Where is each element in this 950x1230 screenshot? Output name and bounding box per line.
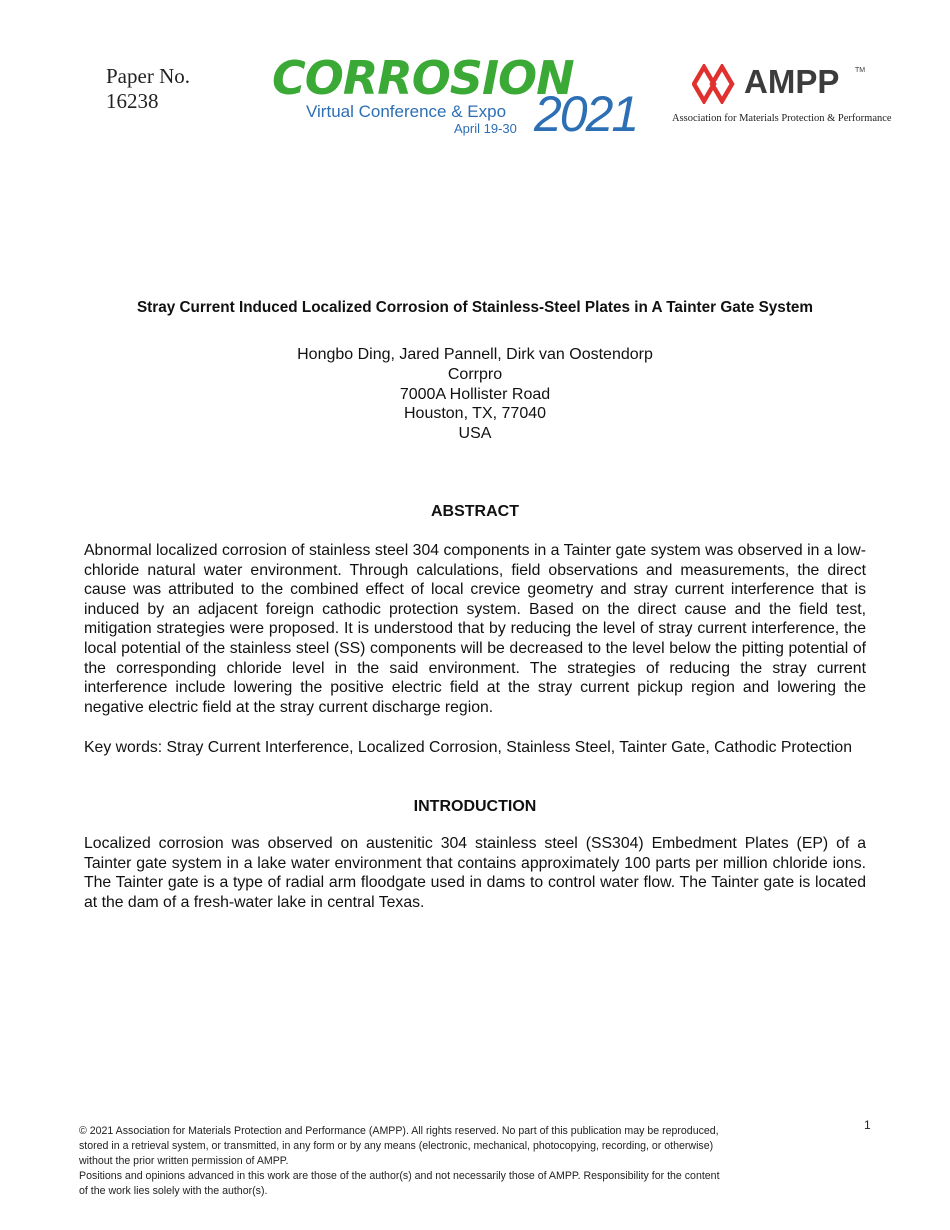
page-number: 1 bbox=[864, 1118, 871, 1132]
paper-number-label: Paper No. bbox=[106, 64, 190, 88]
copyright-line: © 2021 Association for Materials Protection and Performance (AMPP). All rights reserved. No part of this publication may be reproduced, bbox=[79, 1125, 719, 1137]
author-country: USA bbox=[458, 425, 492, 443]
author-street: 7000A Hollister Road bbox=[399, 385, 551, 403]
abstract-paragraph: Abnormal localized corrosion of stainless steel 304 components in a Tainter gate system was observed in a low-chloride natural water environment. Through calculations, field observations and measurements, the direct cause was attributed to the combined effect of local crevice geometry and stray current interference that is induced by an adjacent foreign cathodic protection system. Based on the direct cause and the field test, mitigation strategies were proposed. It is understood that by reducing the level of stray current interference, the local potential of the stainless steel (SS) components will be decreased to the level below the pitting potential of the corresponding chloride level in the said environment. The strategies of reducing the stray current interference include lowering the positive electric field at the stray current pickup region and lowering the negative electric field at the stray current discharge region. bbox=[84, 542, 866, 716]
author-block bbox=[175, 345, 775, 444]
author-names: Hongbo Ding, Jared Pannell, Dirk van Oostendorp bbox=[297, 346, 653, 363]
paper-number-value: 16238 bbox=[106, 89, 159, 113]
ampp-tagline: Association for Materials Protection & Performance bbox=[672, 113, 892, 124]
conference-dates: April 19-30 bbox=[454, 121, 517, 136]
corrosion-logo-wordmark: CORROSION bbox=[272, 51, 574, 105]
ampp-mark-icon bbox=[692, 64, 738, 104]
keywords-paragraph: Key words: Stray Current Interference, Localized Corrosion, Stainless Steel, Tainter Gate, Cathodic Protection bbox=[84, 739, 852, 756]
ampp-logo bbox=[672, 62, 912, 132]
conference-subtitle: Virtual Conference & Expo bbox=[306, 102, 507, 121]
conference-year: 2021 bbox=[534, 86, 638, 142]
author-city: Houston, TX, 77040 bbox=[403, 405, 547, 423]
corrosion-2021-logo bbox=[272, 51, 652, 144]
copyright-line: stored in a retrieval system, or transmitted, in any form or by any means (electronic, mechanical, photocopying, recording, or otherwise) bbox=[79, 1140, 714, 1152]
abstract-heading: ABSTRACT bbox=[431, 503, 519, 520]
introduction-heading: INTRODUCTION bbox=[413, 798, 537, 815]
introduction-paragraph: Localized corrosion was observed on austenitic 304 stainless steel (SS304) Embedment Plates (EP) of a Tainter gate system in a lake water environment that contains approximately 100 parts per million chloride ions. The Tainter gate is a type of radial arm floodgate used in dams to control water flow. The Tainter gate is located at the dam of a fresh-water lake in central Texas. bbox=[84, 835, 866, 911]
copyright-line: of the work lies solely with the author(s). bbox=[79, 1185, 268, 1197]
copyright-line: Positions and opinions advanced in this work are those of the author(s) and not necessarily those of AMPP. Responsibility for the content bbox=[79, 1170, 720, 1182]
copyright-notice bbox=[79, 1124, 859, 1199]
ampp-wordmark: AMPP bbox=[744, 63, 840, 100]
copyright-line: without the prior written permission of AMPP. bbox=[79, 1155, 289, 1167]
author-organization: Corrpro bbox=[447, 365, 503, 383]
paper-title: Stray Current Induced Localized Corrosion of Stainless-Steel Plates in A Tainter Gate System bbox=[136, 299, 814, 316]
ampp-trademark: TM bbox=[855, 67, 866, 74]
paper-number bbox=[106, 64, 190, 114]
